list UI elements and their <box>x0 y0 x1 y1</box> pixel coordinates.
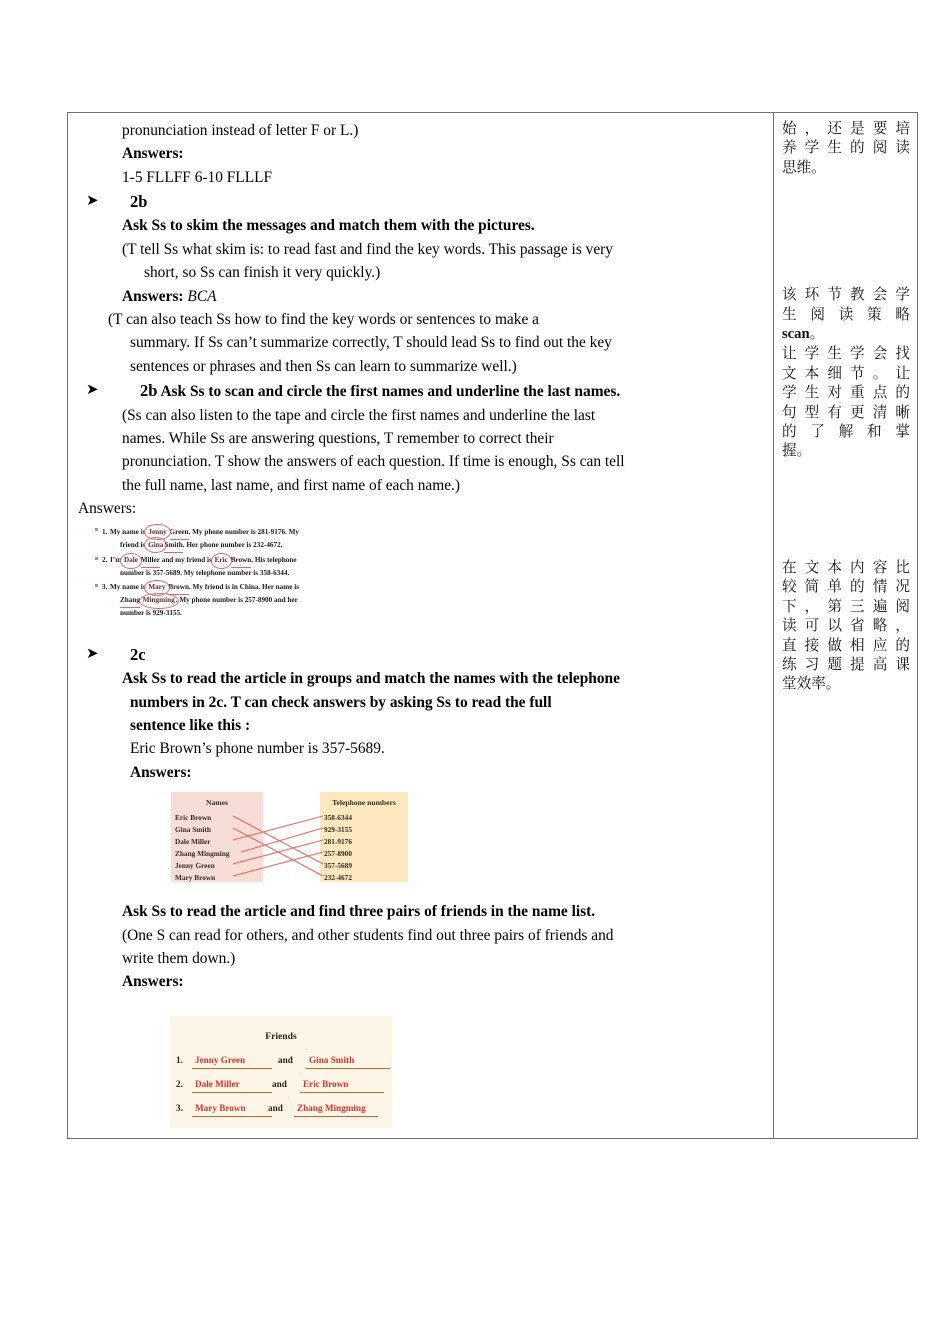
section-2b-scan-heading-row <box>78 378 765 403</box>
figure-friends-pairs <box>170 1016 392 1128</box>
note-line: 文本细节。让 <box>782 364 910 382</box>
red-square-marker-icon <box>95 528 98 531</box>
message-text: I’m <box>110 556 123 565</box>
telephone-entry: 929-3155 <box>324 825 352 835</box>
friend-name-a: Dale Miller <box>192 1078 272 1093</box>
arrow-bullet-icon: ➤ <box>86 644 99 663</box>
friends-title: Friends <box>265 1030 297 1042</box>
arrow-bullet-icon: ➤ <box>86 380 99 399</box>
c2c-example-sentence: Eric Brown’s phone number is 357-5689. <box>130 740 385 758</box>
answers-label-1: Answers: <box>122 145 184 163</box>
strategy-term: scan <box>782 326 810 343</box>
message-item <box>100 555 380 580</box>
message-text: My name is <box>110 583 148 592</box>
message-item <box>100 582 380 620</box>
message-number: 2. <box>102 556 108 565</box>
message-line: number is 929-3155. <box>120 609 182 618</box>
pronunciation-line: pronunciation instead of letter F or L.) <box>122 122 359 139</box>
message-text: friend is <box>120 540 148 549</box>
note-line: 思维。 <box>782 158 826 176</box>
friend-name-b: Zhang Mingming <box>294 1102 378 1117</box>
message-text: . My friend is in China. Her name is <box>188 583 300 592</box>
name-entry: Dale Miller <box>175 837 211 847</box>
circled-first-name: Mary <box>147 582 166 594</box>
friend-name-b: Eric Brown <box>300 1078 384 1093</box>
telephone-entry: 358-6344 <box>324 813 352 823</box>
telephones-column-header: Telephone numbers <box>332 798 396 808</box>
name-entry: Jenny Green <box>175 861 215 871</box>
telephone-entry: 257-8900 <box>324 849 352 859</box>
summary-line-2: summary. If Ss can’t summarize correctly, T should lead Ss to find out the key <box>130 334 612 352</box>
conjunction-and: and <box>272 1078 287 1089</box>
b2b-note-line-1: (T tell Ss what skim is: to read fast and find the key words. This passage is very <box>122 240 613 258</box>
section-2b-scan-label: 2b <box>140 381 158 401</box>
message-number: 1. <box>102 527 108 536</box>
tick-mark-icon: ˇ <box>300 1073 302 1079</box>
conjunction-and: and <box>268 1102 283 1113</box>
message-line: number is 357-5689. My telephone number is 358-6344. <box>120 569 290 578</box>
note-line: 下，第三遍阅 <box>782 597 910 615</box>
note-line: 握。 <box>782 442 812 460</box>
friends-note-line-2: write them down.) <box>122 950 236 968</box>
circled-first-name: Jenny <box>147 527 167 539</box>
teaching-procedure-column <box>68 113 774 1139</box>
circled-first-name: Dale <box>123 555 139 567</box>
name-entry: Gina Smith <box>175 825 211 835</box>
scan-note-line-2: names. While Ss are answering questions, T remember to correct their <box>122 429 554 447</box>
note-block-1 <box>782 119 910 177</box>
answers-label-4: Answers: <box>130 763 192 781</box>
names-column-header: Names <box>206 798 228 808</box>
section-2c-heading-row <box>78 642 765 667</box>
note-line: 读可以省略， <box>782 617 910 635</box>
scan-note-line-1: (Ss can also listen to the tape and circle the first names and underline the last <box>122 406 596 424</box>
underlined-last-name: Brown <box>168 582 189 595</box>
summary-line-3: sentences or phrases and then Ss can learn to summarize well.) <box>130 357 517 375</box>
figure-messages-annotated <box>100 527 380 621</box>
design-intention-column <box>774 113 918 1139</box>
conjunction-and: and <box>278 1054 293 1065</box>
note-spacer <box>782 461 910 558</box>
note-line: 句型有更清晰 <box>782 403 910 421</box>
name-entry: Mary Brown <box>175 873 216 883</box>
message-text: and my friend is <box>159 556 214 565</box>
underlined-last-name: Green <box>170 527 189 540</box>
c2c-instruction-line-2: numbers in 2c. T can check answers by asking Ss to read the full <box>130 693 552 711</box>
answers-label-2: Answers: <box>122 287 184 305</box>
underlined-last-name: Zhang <box>120 595 140 608</box>
message-text: . His telephone <box>251 556 297 565</box>
section-2b-title: 2b <box>130 192 148 212</box>
telephone-entry: 281-9176 <box>324 837 352 847</box>
red-square-marker-icon <box>95 584 98 587</box>
matching-lines <box>171 792 408 882</box>
message-item <box>100 527 380 553</box>
section-2b-scan-heading <box>114 378 765 403</box>
c2c-instruction-line-3: sentence like this : <box>130 717 251 735</box>
message-number: 3. <box>102 583 108 592</box>
answers-value-2: BCA <box>187 287 217 305</box>
message-line <box>110 595 380 608</box>
note-line: 让学生学会找 <box>782 345 910 363</box>
c2c-instruction-line-1: Ask Ss to read the article in groups and match the names with the telephone <box>122 670 620 688</box>
note-line-latin <box>782 324 910 344</box>
table-row <box>68 113 918 1139</box>
note-line: 的 了 解 和 掌 <box>782 423 910 441</box>
note-line: 练习题提高课 <box>782 655 910 673</box>
note-block-3 <box>782 558 910 694</box>
section-2b-scan-title: Ask Ss to scan and circle the first names and underline the last names. <box>160 383 621 401</box>
circled-first-name: Gina <box>147 540 164 552</box>
friend-name-a: Jenny Green <box>192 1054 272 1069</box>
circled-given-name: Mingming <box>142 595 176 607</box>
scan-note-line-4: the full name, last name, and first name of each name.) <box>122 476 461 494</box>
scan-note-line-3: pronunciation. T show the answers of each question. If time is enough, Ss can tell <box>122 453 625 471</box>
answers-value-1: 1-5 FLLFF 6-10 FLLLF <box>122 168 273 186</box>
name-entry: Zhang Mingming <box>175 849 230 859</box>
note-line: 堂效率。 <box>782 675 841 693</box>
message-text: My name is <box>110 527 148 536</box>
pair-index: 2. <box>176 1078 183 1089</box>
section-2b-heading-row <box>78 189 765 214</box>
answers-label-5: Answers: <box>122 973 184 991</box>
underlined-last-name: Smith <box>164 540 182 553</box>
note-line: 在文本内容比 <box>782 558 910 576</box>
name-entry: Eric Brown <box>175 813 212 823</box>
answers-row-2 <box>78 285 765 308</box>
b2b-note-line-2: short, so Ss can finish it very quickly.) <box>144 264 381 282</box>
pair-index: 3. <box>176 1102 183 1113</box>
note-line: 始，还是要培 <box>782 120 910 137</box>
tick-mark-icon: ˇ <box>306 1049 308 1055</box>
b2b-instruction: Ask Ss to skim the messages and match them with the pictures. <box>122 217 535 235</box>
underlined-last-name: Miller <box>141 555 160 568</box>
summary-line-1: (T can also teach Ss how to find the key words or sentences to make a <box>108 310 539 328</box>
message-text: . Her phone number is 232-4672. <box>182 540 283 549</box>
note-line: 养学生的阅读 <box>782 139 910 157</box>
note-line: 生 阅 读 策 略 <box>782 305 910 323</box>
note-line: 学生对重点的 <box>782 384 910 402</box>
message-text: . My phone number is 257-8900 and her <box>175 596 298 605</box>
note-block-2 <box>782 285 910 461</box>
friend-name-a: Mary Brown <box>192 1102 272 1117</box>
message-text: . My phone number is 281-9176. My <box>188 527 300 536</box>
pair-index: 1. <box>176 1054 183 1065</box>
circled-first-name: Eric <box>214 555 229 567</box>
tick-mark-icon: ˇ <box>288 1097 290 1103</box>
answers-label-3: Answers: <box>78 500 137 518</box>
note-spacer <box>782 177 910 285</box>
telephone-entry: 232-4672 <box>324 873 352 883</box>
figure-name-telephone-matching <box>171 792 408 882</box>
friends-instruction: Ask Ss to read the article and find three pairs of friends in the name list. <box>122 903 596 921</box>
red-square-marker-icon <box>95 557 98 560</box>
note-line: 直接做相应的 <box>782 636 910 654</box>
friends-note-line-1: (One S can read for others, and other students find out three pairs of friends and <box>122 926 614 944</box>
section-2c-title: 2c <box>130 645 146 665</box>
arrow-bullet-icon: ➤ <box>86 191 99 210</box>
message-line <box>110 555 380 568</box>
underlined-last-name: Brown <box>231 555 252 568</box>
lesson-plan-table <box>67 112 918 1139</box>
message-line <box>110 540 380 553</box>
telephone-entry: 357-5689 <box>324 861 352 871</box>
full-stop: 。 <box>809 325 825 343</box>
friend-name-b: Gina Smith <box>306 1054 390 1069</box>
note-line: 该环节教会学 <box>782 286 910 304</box>
note-line: 较简单的情况 <box>782 578 910 596</box>
